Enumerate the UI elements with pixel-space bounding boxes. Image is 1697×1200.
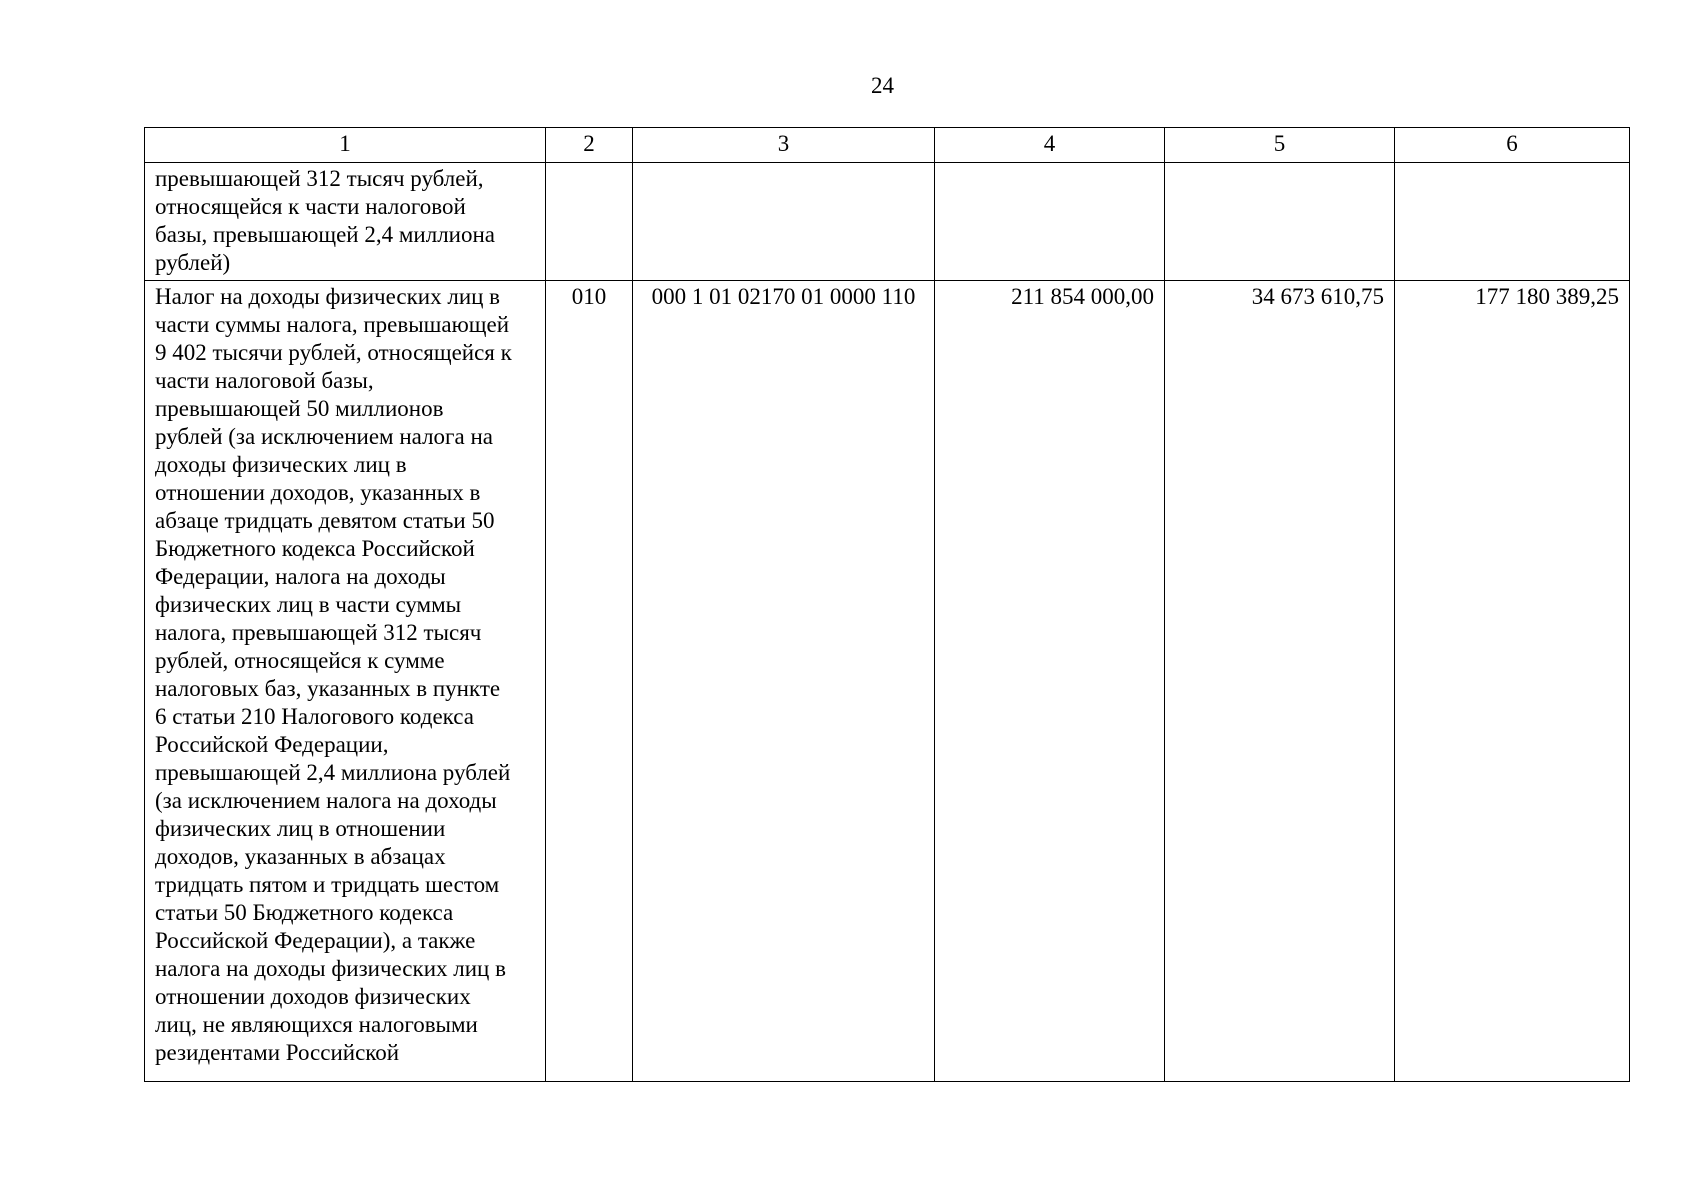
approved-cell: 211 854 000,00 — [935, 281, 1165, 1082]
executed-cell: 34 673 610,75 — [1165, 281, 1395, 1082]
budget-table — [144, 127, 1630, 1082]
column-header-5: 5 — [1165, 128, 1395, 163]
table-row — [145, 281, 1630, 1082]
column-header-6: 6 — [1395, 128, 1630, 163]
unexecuted-cell — [1395, 163, 1630, 281]
column-header-2: 2 — [546, 128, 633, 163]
line-code-cell: 010 — [546, 281, 633, 1082]
unexecuted-cell: 177 180 389,25 — [1395, 281, 1630, 1082]
row-name-cell: Налог на доходы физических лиц в части суммы налога, превышающей 9 402 тысячи рублей, относящейся к части налоговой базы, превышающей 50 миллионов рублей (за исключением налога на доходы физических лиц в отношении доходов, указанных в абзаце тридцать девятом статьи 50 Бюджетного кодекса Российской Федерации, налога на доходы физических лиц в части суммы налога, превышающей 312 тысяч рублей, относящейся к сумме налоговых баз, указанных в пункте 6 статьи 210 Налогового кодекса Российской Федерации, превышающей 2,4 миллиона рублей (за исключением налога на доходы физических лиц в отношении доходов, указанных в абзацах тридцать пятом и тридцать шестом статьи 50 Бюджетного кодекса Российской Федерации), а также налога на доходы физических лиц в отношении доходов физических лиц, не являющихся налоговыми резидентами Российской — [145, 281, 546, 1082]
column-header-3: 3 — [633, 128, 935, 163]
income-code-cell — [633, 163, 935, 281]
table-header-row — [145, 128, 1630, 163]
column-header-4: 4 — [935, 128, 1165, 163]
page-number: 24 — [871, 73, 894, 98]
executed-cell — [1165, 163, 1395, 281]
income-code-cell: 000 1 01 02170 01 0000 110 — [633, 281, 935, 1082]
approved-cell — [935, 163, 1165, 281]
column-header-1: 1 — [145, 128, 546, 163]
table-row — [145, 163, 1630, 281]
line-code-cell — [546, 163, 633, 281]
row-name-cell: превышающей 312 тысяч рублей, относящейся к части налоговой базы, превышающей 2,4 миллиона рублей) — [145, 163, 546, 281]
